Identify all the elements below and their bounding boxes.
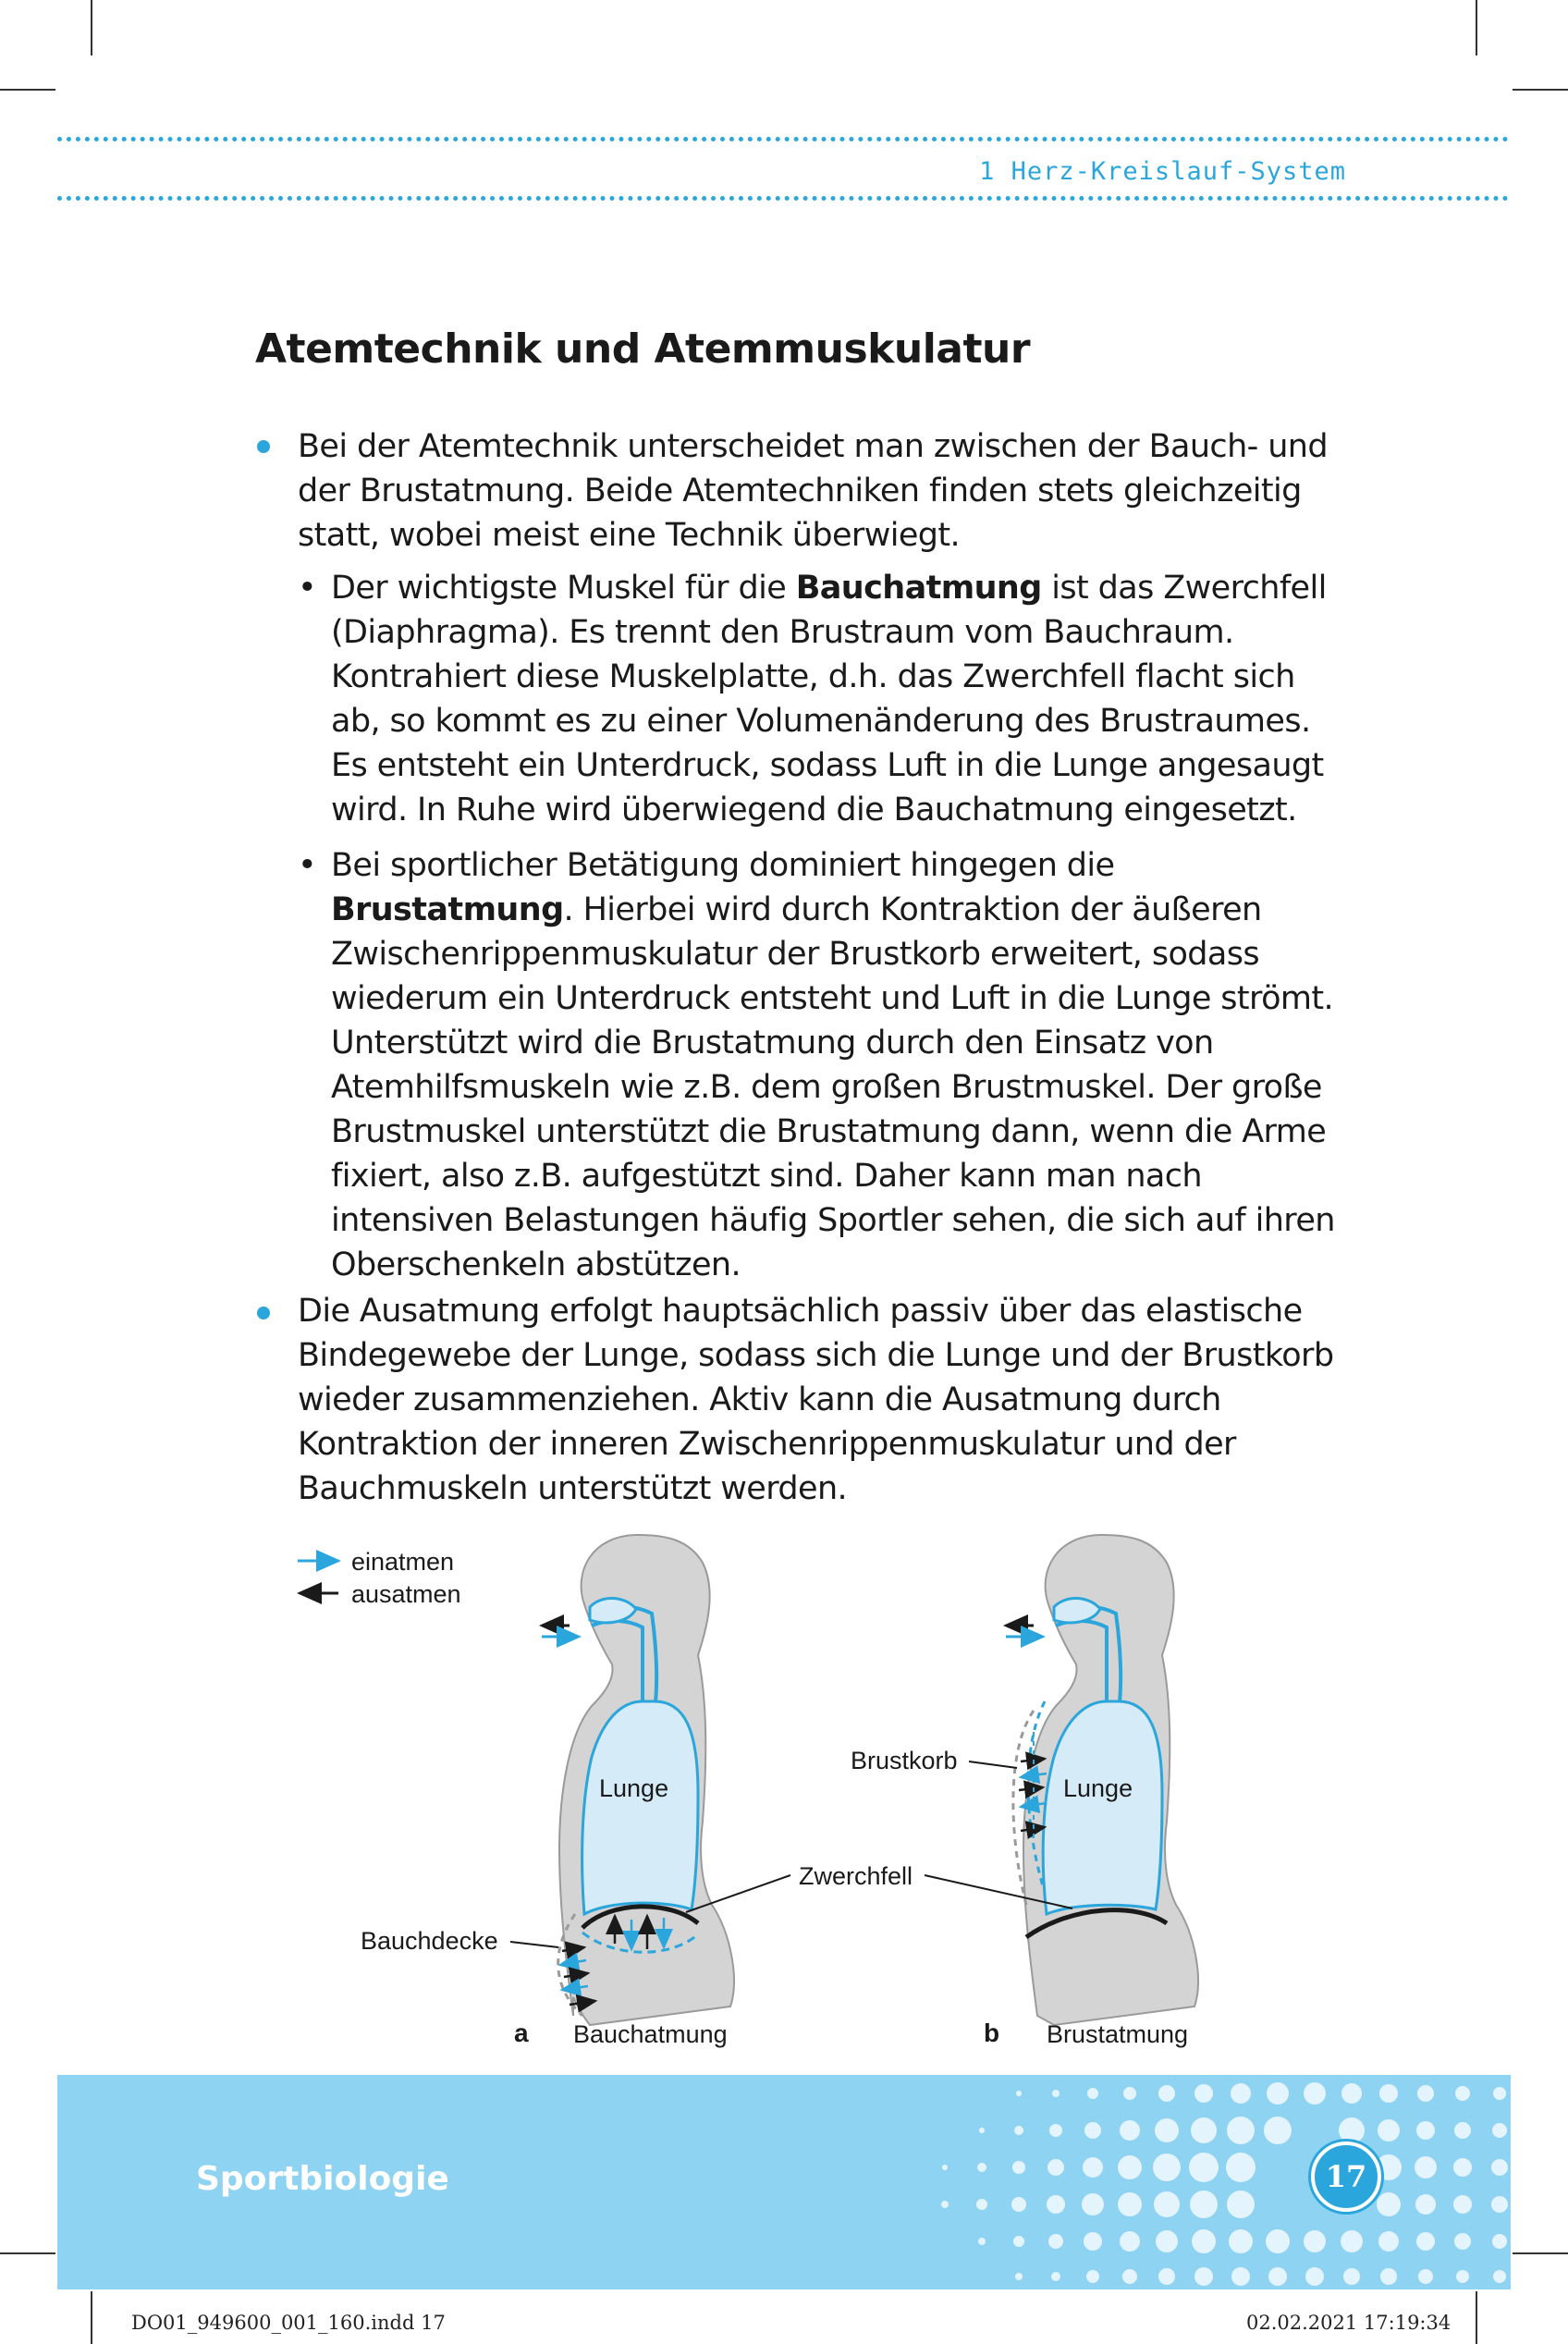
sub-paragraph-bauchatmung	[331, 566, 1348, 832]
sub1-bold-term: Bauchatmung	[795, 570, 1042, 607]
slug-file: DO01_949600_001_160.indd 17	[131, 2312, 446, 2334]
breathing-figure	[0, 1516, 1568, 2071]
bullet-paragraph-2: Die Ausatmung erfolgt hauptsächlich passiv über das elastische Bindegewebe der Lunge, sodass sich die Lunge und der Brustkorb wieder zusammenziehen. Aktiv kann die Ausatmung durch Kontraktion der inneren Zwischenrippenmuskulatur und der Bauchmuskeln unterstützt werden.	[298, 1293, 1334, 1507]
label-brustkorb: Brustkorb	[851, 1747, 958, 1774]
chapter-header: 1 Herz-Kreislauf-System	[979, 157, 1346, 186]
legend-label-in: einatmen	[351, 1548, 455, 1576]
bullet-paragraph-1: Bei der Atemtechnik unterscheidet man zwischen der Bauch- und der Brustatmung. Beide Atemtechniken finden stets gleichzeitig statt, wobei meist eine Technik überwiegt.	[298, 428, 1328, 554]
caption-a-letter: a	[514, 2019, 529, 2047]
crop-mark	[1513, 89, 1568, 91]
header-dotted-line	[57, 137, 1509, 141]
crop-mark	[1476, 2291, 1477, 2344]
caption-b-letter: b	[984, 2019, 1000, 2047]
crop-mark	[1513, 2252, 1568, 2254]
slug-datetime: 02.02.2021 17:19:34	[1246, 2312, 1452, 2334]
bullet-icon	[257, 1307, 270, 1319]
crop-mark	[0, 89, 55, 91]
header-dotted-line	[57, 196, 1509, 201]
leader-brustkorb	[969, 1761, 1017, 1768]
label-lunge-b: Lunge	[1063, 1774, 1133, 1802]
caption-a: Bauchatmung	[573, 2020, 728, 2048]
sub2-bold-term: Brustatmung	[331, 891, 564, 928]
leader-bauchdecke	[510, 1942, 558, 1947]
crop-mark	[91, 0, 92, 55]
crop-mark	[0, 2252, 55, 2254]
label-zwerchfell: Zwerchfell	[799, 1862, 913, 1890]
sub-paragraph-brustatmung	[331, 843, 1348, 1287]
bullet-icon	[257, 440, 270, 453]
page-number: 17	[1325, 2159, 1367, 2194]
sub2-text-before: Bei sportlicher Betätigung dominiert hingegen die	[331, 847, 1115, 884]
section-title: Atemtechnik und Atemmuskulatur	[255, 325, 1031, 373]
sub-bullet-icon: •	[298, 570, 317, 607]
sub1-text-before: Der wichtigste Muskel für die	[331, 570, 796, 607]
sub-bullet-icon: •	[298, 847, 317, 884]
footer-title: Sportbiologie	[196, 2160, 449, 2198]
legend-label-out: ausatmen	[351, 1580, 461, 1608]
sub1-text-after: ist das Zwerchfell (Diaphragma). Es trennt den Brustraum vom Bauchraum. Kontrahiert diese Muskelplatte, d.h. das Zwerchfell flacht sich ab, so kommt es zu einer Volumenänderung des Brustraumes. Es entsteht ein Unterdruck, sodass Luft in die Lunge angesaugt wird. In Ruhe wird überwiegend die Bauchatmung eingesetzt.	[331, 570, 1327, 828]
label-bauchdecke: Bauchdecke	[361, 1927, 498, 1955]
crop-mark	[91, 2291, 92, 2344]
figure-b-brustatmung	[1006, 1535, 1198, 2071]
caption-b: Brustatmung	[1047, 2020, 1189, 2048]
sub2-text-after: . Hierbei wird durch Kontraktion der äußeren Zwischenrippenmuskulatur der Brustkorb erweitert, sodass wiederum ein Unterdruck entsteht und Luft in die Lunge strömt. Unterstützt wird die Brustatmung durch den Einsatz von Atemhilfsmuskeln wie z.B. dem großen Brustmuskel. Der große Brustmuskel unterstützt die Brustatmung dann, wenn die Arme fixiert, also z.B. aufgestützt sind. Daher kann man nach intensiven Belastungen häufig Sportler sehen, die sich auf ihren Oberschenkeln abstützen.	[331, 891, 1335, 1283]
label-lunge-a: Lunge	[599, 1774, 669, 1802]
crop-mark	[1476, 0, 1477, 55]
